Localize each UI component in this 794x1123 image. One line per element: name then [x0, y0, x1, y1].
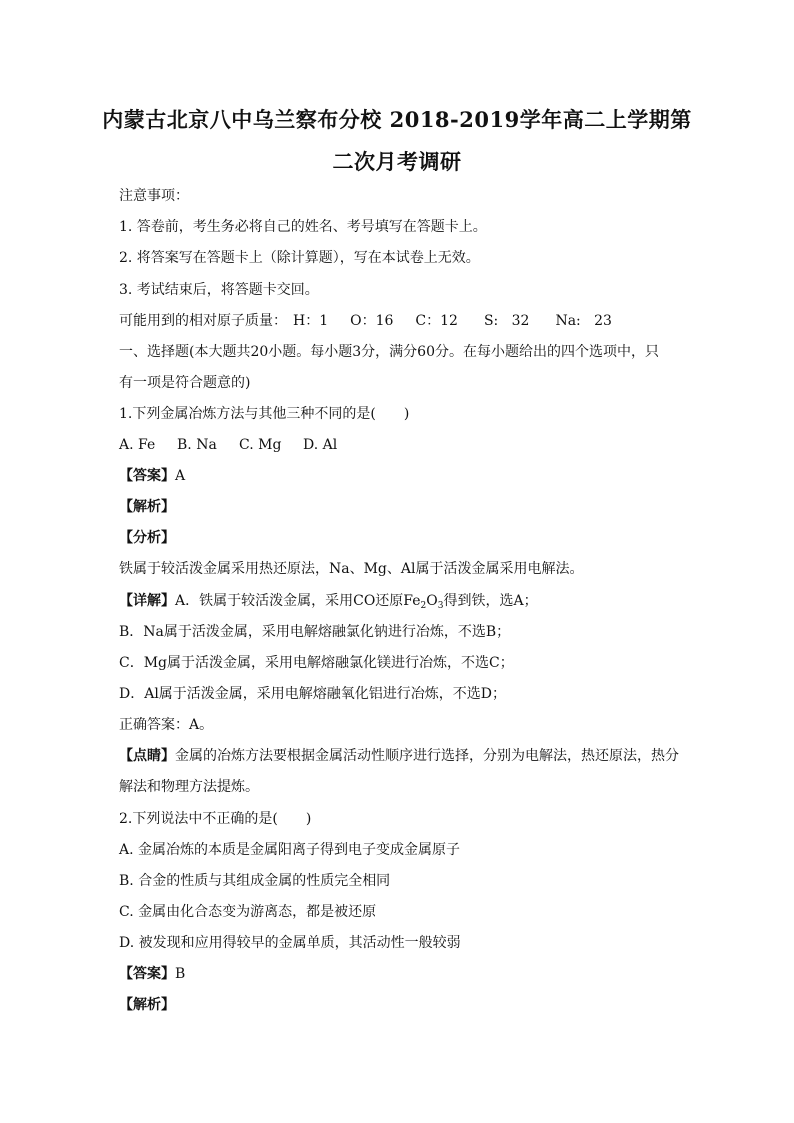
- q1-detail-c: C．Mg属于活泼金属，采用电解熔融氯化镁进行冶炼，不选C；: [119, 655, 514, 671]
- notice-item-1: 1. 答卷前，考生务必将自己的姓名、考号填写在答题卡上。: [119, 219, 487, 235]
- q1-dianjing-text-1: 金属的冶炼方法要根据金属活动性顺序进行选择，分别为电解法，热还原法，热分: [175, 748, 679, 764]
- question-1-stem: 1.下列金属冶炼方法与其他三种不同的是( ): [119, 406, 410, 422]
- q1-option-d: D. Al: [303, 437, 338, 453]
- q1-option-c: C. Mg: [239, 437, 282, 453]
- q2-answer-tag: 【答案】: [119, 966, 175, 982]
- atomic-mass-line: [119, 311, 679, 331]
- q1-jiexi-tag: 【解析】: [119, 499, 175, 515]
- q1-dianjing-tag: 【点睛】: [119, 748, 175, 764]
- q2-jiexi-tag: 【解析】: [119, 997, 175, 1013]
- q2-option-b: B. 合金的性质与其组成金属的性质完全相同: [119, 873, 391, 889]
- q1-option-a: A. Fe: [119, 437, 156, 453]
- q2-option-c: C. 金属由化合态变为游离态，都是被还原: [119, 904, 377, 920]
- q1-fenxi-text: 铁属于较活泼金属采用热还原法，Na、Mg、Al属于活泼金属采用电解法。: [119, 561, 584, 577]
- question-2-stem: 2.下列说法中不正确的是( ): [119, 811, 312, 827]
- q1-detail-tag: 【详解】: [119, 593, 175, 609]
- document-title-line1: 内蒙古北京八中乌兰察布分校 2018-2019学年高二上学期第: [102, 107, 692, 132]
- q1-option-b: B. Na: [177, 437, 217, 453]
- fe2o3-subscript-3: 3: [437, 601, 444, 611]
- notice-heading: 注意事项：: [119, 188, 189, 204]
- question-1-options: [119, 435, 679, 455]
- q1-fenxi-tag: 【分析】: [119, 530, 175, 546]
- section-heading-line2: 有一项是符合题意的): [119, 375, 251, 391]
- fe2o3-subscript-2: 2: [420, 601, 427, 611]
- section-heading-line1: 一、选择题(本大题共20小题。每小题3分，满分60分。在每小题给出的四个选项中，只: [119, 344, 659, 360]
- q1-answer-value: A: [175, 468, 186, 484]
- q1-detail-d: D．Al属于活泼金属，采用电解熔融氧化铝进行冶炼，不选D；: [119, 686, 507, 702]
- q2-option-d: D. 被发现和应用得较早的金属单质，其活动性一般较弱: [119, 935, 461, 951]
- q1-detail-a-text: A．铁属于较活泼金属，采用CO还原Fe: [175, 593, 421, 609]
- q1-dianjing-line2: 解法和物理方法提炼。: [119, 779, 259, 795]
- fe2o3-oxygen: O: [426, 593, 438, 609]
- notice-item-3: 3. 考试结束后，将答题卡交回。: [119, 282, 319, 298]
- q1-answer-tag: 【答案】: [119, 468, 175, 484]
- q1-correct-answer: 正确答案：A。: [119, 717, 214, 733]
- q2-option-a: A. 金属冶炼的本质是金属阳离子得到电子变成金属原子: [119, 842, 461, 858]
- document-title-line2: 二次月考调研: [332, 149, 462, 174]
- atomic-mass-c: C：12: [415, 313, 458, 329]
- q2-answer-value: B: [175, 966, 186, 982]
- q1-answer-line: [119, 466, 679, 486]
- atomic-mass-s: S: 32: [483, 313, 530, 329]
- notice-item-2: 2. 将答案写在答题卡上（除计算题），写在本试卷上无效。: [119, 250, 480, 266]
- atomic-mass-h: H：1: [293, 313, 329, 329]
- q1-detail-a-tail: 得到铁，选A；: [443, 593, 538, 609]
- q1-detail-a: [119, 591, 679, 611]
- atomic-mass-label: 可能用到的相对原子质量：: [119, 313, 287, 329]
- atomic-mass-o: O：16: [350, 313, 394, 329]
- q1-detail-b: B．Na属于活泼金属，采用电解熔融氯化钠进行冶炼，不选B；: [119, 624, 511, 640]
- q1-dianjing-line1: [119, 746, 679, 766]
- atomic-mass-na: Na: 23: [555, 313, 612, 329]
- q2-answer-line: [119, 964, 679, 984]
